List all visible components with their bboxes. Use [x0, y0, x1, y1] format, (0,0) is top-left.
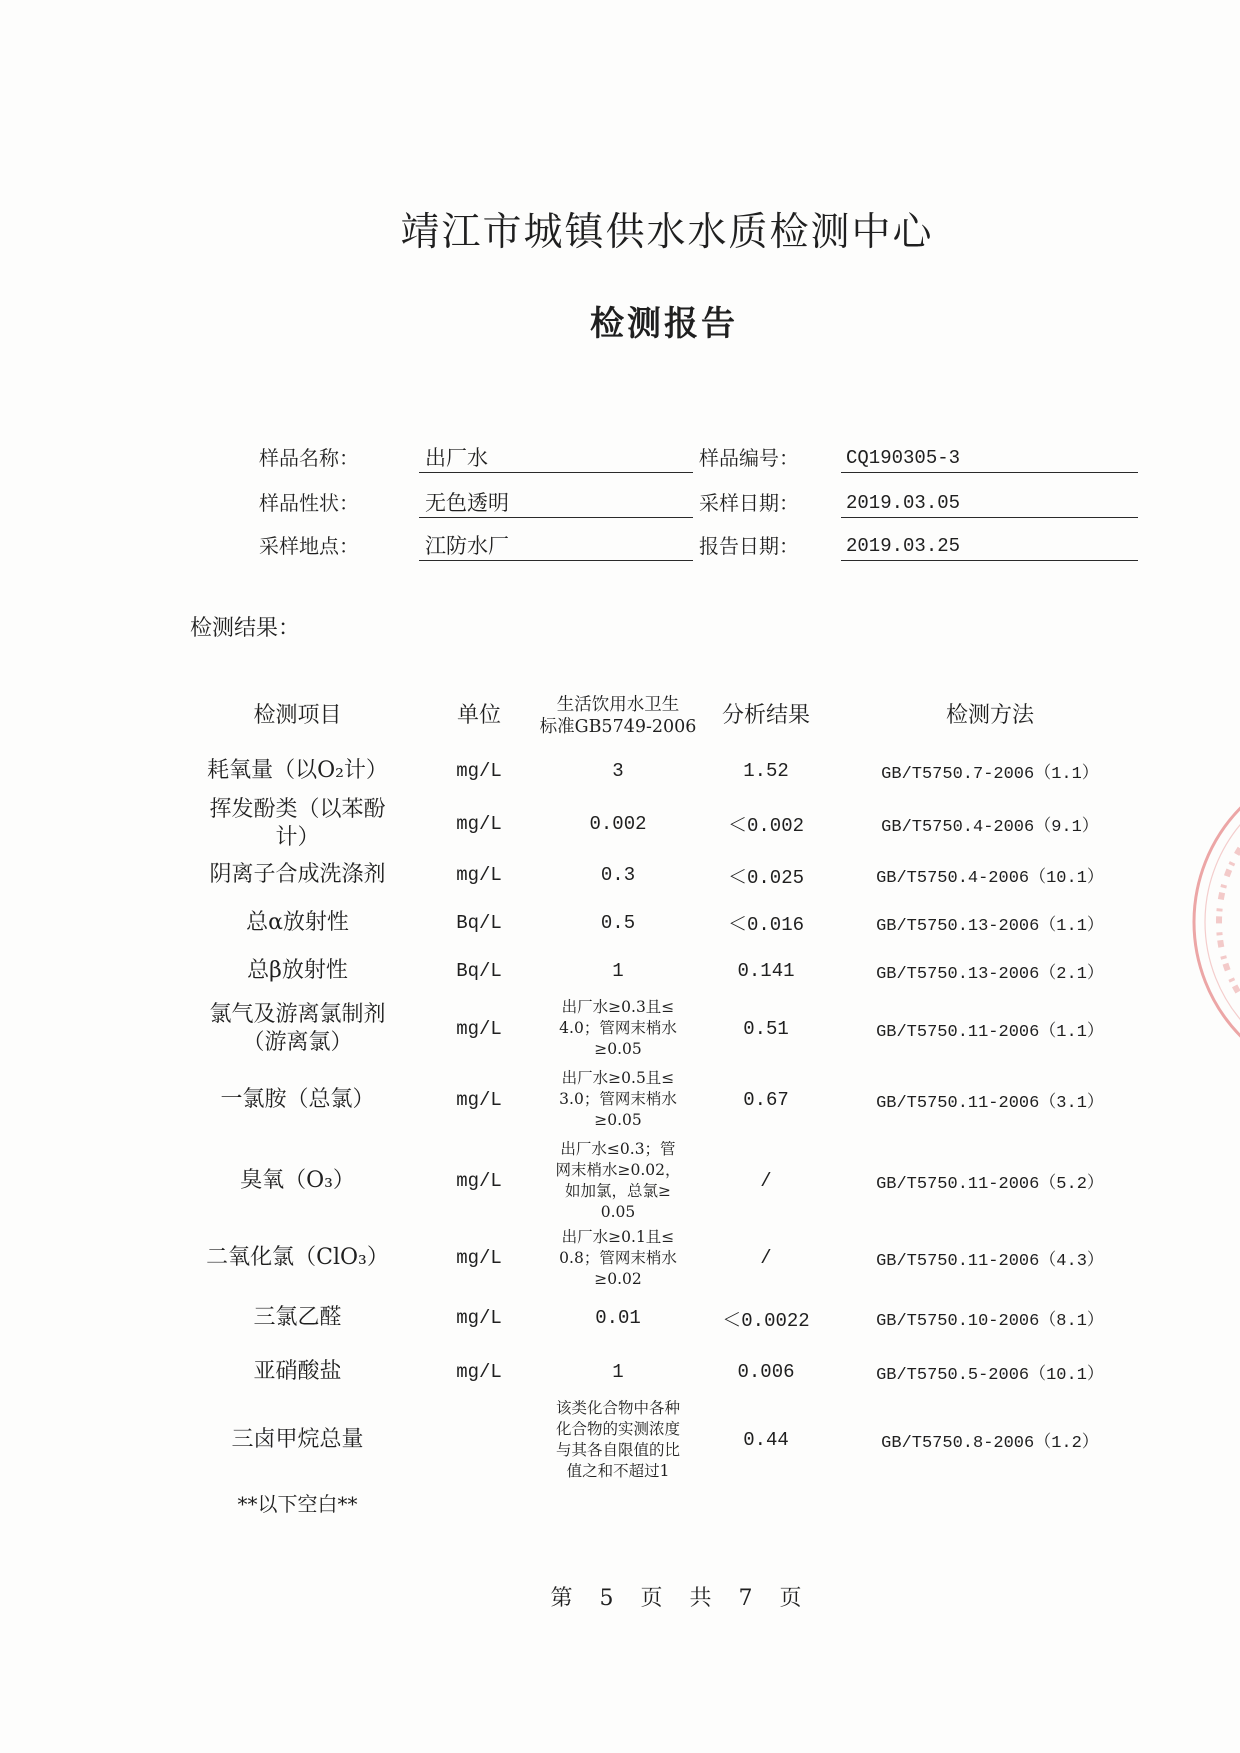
column-header-unit: [410, 688, 548, 744]
item-name-text: 计）: [275, 824, 320, 850]
standard-limit-text: 0.002: [589, 812, 647, 835]
item-name-text: （游离氯）: [242, 1029, 353, 1055]
report-date-label: 报告日期：: [699, 534, 799, 558]
standard-limit-text: 1: [612, 959, 624, 982]
test-method-cell: [844, 1224, 1136, 1292]
standard-limit-cell: [548, 1224, 688, 1292]
unit-cell: [410, 1224, 548, 1292]
result-row: [185, 797, 1136, 850]
unit-cell: [410, 996, 548, 1061]
standard-limit-cell: [548, 996, 688, 1061]
result-value-text: 0.141: [737, 959, 795, 982]
sampling-date-label: 采样日期：: [699, 491, 799, 515]
unit-text: Bq/L: [456, 911, 502, 934]
item-name-text: 氯气及游离氯制剂: [209, 1001, 386, 1027]
column-header-item: [185, 688, 410, 744]
standard-limit-text: 0.05: [600, 1203, 636, 1221]
standard-limit-cell: [548, 945, 688, 996]
seal-stamp-icon: [1180, 790, 1240, 1060]
unit-text: Bq/L: [456, 959, 502, 982]
unit-cell: [410, 744, 548, 797]
standard-limit-cell: [548, 1344, 688, 1399]
result-row: [185, 1344, 1136, 1399]
result-row: [185, 900, 1136, 945]
test-method-cell: [844, 1399, 1136, 1481]
test-method-text: GB/T5750.7-2006（1.1）: [881, 764, 1099, 784]
item-name-text: 总α放射性: [246, 909, 349, 935]
unit-cell: [410, 900, 548, 945]
test-method-cell: [844, 900, 1136, 945]
unit-cell: [410, 1138, 548, 1224]
result-value-text: 0.44: [743, 1429, 789, 1451]
test-method-text: GB/T5750.11-2006（5.2）: [876, 1175, 1104, 1194]
sample-name-label: 样品名称：: [259, 446, 359, 470]
unit-cell: [410, 945, 548, 996]
result-row: [185, 850, 1136, 900]
result-value-cell: [688, 850, 844, 900]
item-name-text: 二氧化氯（ClO₃）: [206, 1245, 389, 1270]
standard-limit-text: 3.0；管网末梢水: [559, 1090, 677, 1108]
result-value-cell: [688, 1292, 844, 1344]
test-method-text: GB/T5750.4-2006（10.1）: [876, 869, 1104, 888]
item-name-text: 亚硝酸盐: [253, 1358, 342, 1384]
test-method-text: GB/T5750.4-2006（9.1）: [881, 817, 1099, 837]
standard-limit-text: 1: [612, 1360, 624, 1383]
test-method-text: GB/T5750.11-2006（4.3）: [876, 1252, 1104, 1271]
test-method-cell: [844, 1292, 1136, 1344]
result-value-cell: [688, 744, 844, 797]
report-date-value: 2019.03.25: [841, 531, 1138, 561]
test-method-cell: [844, 797, 1136, 850]
standard-limit-cell: [548, 900, 688, 945]
item-name-text: 一氯胺（总氯）: [220, 1086, 375, 1112]
column-header-standard-line: 标准GB5749-2006: [539, 717, 697, 737]
column-header-item-label: 检测项目: [253, 703, 342, 728]
sample-name-value: 出厂水: [419, 443, 693, 473]
column-header-method-label: 检测方法: [945, 703, 1034, 728]
unit-text: mg/L: [456, 759, 502, 782]
organization-name: 靖江市城镇供水水质检测中心: [400, 210, 934, 255]
info-row-site: [0, 531, 1240, 561]
test-method-cell: [844, 996, 1136, 1061]
item-name-text: 挥发酚类（以苯酚: [209, 796, 386, 822]
info-row-sample-name: [0, 443, 1240, 473]
column-header-standard-line: 生活饮用水卫生: [556, 695, 680, 715]
standard-limit-text: 0.8；管网末梢水: [559, 1248, 677, 1267]
item-name-text: 三卤甲烷总量: [231, 1427, 364, 1452]
unit-text: mg/L: [456, 864, 502, 886]
unit-text: mg/L: [456, 1360, 502, 1383]
standard-limit-text: 0.5: [600, 911, 636, 934]
standard-limit-cell: [548, 1138, 688, 1224]
sample-code-label: 样品编号：: [699, 446, 799, 470]
standard-limit-text: 与其各自限值的比: [555, 1441, 680, 1459]
standard-limit-text: 网末梢水≥0.02，: [555, 1161, 681, 1179]
sample-code-value: CQ190305-3: [841, 443, 1138, 473]
item-name-text: 耗氧量（以O₂计）: [207, 757, 388, 783]
result-row: [185, 1399, 1136, 1481]
result-value-text: 0.67: [743, 1088, 789, 1111]
results-section-label: 检测结果：: [190, 616, 301, 641]
unit-text: mg/L: [456, 1017, 502, 1040]
item-name-cell: [185, 744, 410, 797]
result-row: [185, 744, 1136, 797]
result-value-text: ＜0.025: [727, 866, 804, 889]
result-value-text: 1.52: [743, 759, 789, 782]
standard-limit-text: 出厂水≥0.5且≤: [561, 1069, 675, 1087]
results-table-body: [185, 744, 1136, 1484]
item-name-cell: [185, 1061, 410, 1138]
column-header-result: [688, 688, 844, 744]
standard-limit-text: 该类化合物中各种: [555, 1399, 680, 1417]
result-row: [185, 1061, 1136, 1138]
item-name-cell: [185, 850, 410, 900]
page-number: 第 5 页 共 7 页: [550, 1586, 802, 1611]
sampling-date-value: 2019.03.05: [841, 488, 1138, 518]
standard-limit-text: ≥0.02: [594, 1269, 642, 1288]
test-method-cell: [844, 945, 1136, 996]
unit-text: mg/L: [456, 812, 502, 835]
item-name-cell: [185, 900, 410, 945]
test-method-text: GB/T5750.8-2006（1.2）: [881, 1434, 1099, 1453]
test-method-text: GB/T5750.10-2006（8.1）: [876, 1312, 1104, 1331]
item-name-cell: [185, 1138, 410, 1224]
unit-cell: [410, 1292, 548, 1344]
standard-limit-cell: [548, 850, 688, 900]
test-method-cell: [844, 850, 1136, 900]
sampling-site-label: 采样地点：: [259, 534, 359, 558]
column-header-unit-label: 单位: [456, 703, 501, 728]
standard-limit-text: 0.01: [595, 1307, 641, 1329]
sample-appearance-value: 无色透明: [419, 488, 693, 518]
item-name-cell: [185, 945, 410, 996]
standard-limit-text: 出厂水≥0.1且≤: [561, 1227, 675, 1246]
standard-limit-cell: [548, 797, 688, 850]
result-row: [185, 1292, 1136, 1344]
sample-appearance-label: 样品性状：: [259, 491, 359, 515]
result-row: [185, 996, 1136, 1061]
item-name-cell: [185, 797, 410, 850]
result-value-cell: [688, 1061, 844, 1138]
result-value-cell: [688, 1138, 844, 1224]
test-method-cell: [844, 744, 1136, 797]
unit-cell: [410, 797, 548, 850]
test-method-cell: [844, 1344, 1136, 1399]
item-name-cell: [185, 1344, 410, 1399]
sampling-site-value: 江防水厂: [419, 531, 693, 561]
result-value-cell: [688, 797, 844, 850]
unit-text: mg/L: [456, 1088, 502, 1111]
result-value-cell: [688, 900, 844, 945]
item-name-cell: [185, 1224, 410, 1292]
test-method-text: GB/T5750.11-2006（3.1）: [876, 1093, 1104, 1113]
result-value-text: ＜0.002: [727, 815, 804, 837]
result-value-cell: [688, 996, 844, 1061]
standard-limit-cell: [548, 1061, 688, 1138]
standard-limit-text: ≥0.05: [594, 1111, 642, 1129]
column-header-standard: [539, 688, 697, 744]
result-value-text: ＜0.0022: [722, 1309, 810, 1332]
result-value-text: /: [760, 1170, 772, 1192]
standard-limit-cell: [548, 1292, 688, 1344]
result-row: [185, 945, 1136, 996]
report-title: 检测报告: [590, 304, 738, 344]
result-value-text: /: [760, 1247, 772, 1269]
standard-limit-text: 值之和不超过1: [566, 1462, 670, 1480]
item-name-cell: [185, 1399, 410, 1481]
result-row: [185, 1224, 1136, 1292]
info-row-appearance: [0, 488, 1240, 518]
item-name-text: 阴离子合成洗涤剂: [209, 862, 386, 887]
column-header-result-label: 分析结果: [721, 703, 810, 728]
end-of-table-note: **以下空白**: [237, 1492, 358, 1516]
test-method-text: GB/T5750.11-2006（1.1）: [876, 1022, 1104, 1042]
standard-limit-text: 如加氯，总氯≥: [565, 1182, 671, 1200]
item-name-text: 总β放射性: [247, 957, 348, 983]
standard-limit-text: 出厂水≥0.3且≤: [561, 998, 675, 1016]
unit-cell: [410, 1061, 548, 1138]
test-method-text: GB/T5750.13-2006（2.1）: [876, 964, 1104, 984]
standard-limit-cell: [548, 744, 688, 797]
unit-cell: [410, 850, 548, 900]
item-name-text: 臭氧（O₃）: [240, 1168, 355, 1193]
test-method-cell: [844, 1061, 1136, 1138]
standard-limit-text: 4.0；管网末梢水: [559, 1019, 677, 1037]
unit-text: mg/L: [456, 1307, 502, 1329]
standard-limit-text: 化合物的实测浓度: [555, 1420, 680, 1438]
standard-limit-text: 3: [612, 759, 624, 782]
result-value-cell: [688, 1399, 844, 1481]
item-name-text: 三氯乙醛: [253, 1305, 342, 1330]
result-value-cell: [688, 1344, 844, 1399]
result-value-text: 0.006: [737, 1360, 795, 1383]
standard-limit-text: 出厂水≤0.3；管: [560, 1140, 676, 1158]
standard-limit-text: ≥0.05: [594, 1040, 642, 1058]
column-header-method: [844, 688, 1136, 744]
standard-limit-cell: [548, 1399, 688, 1481]
item-name-cell: [185, 996, 410, 1061]
results-table-header: [185, 688, 1136, 744]
test-method-text: GB/T5750.5-2006（10.1）: [876, 1365, 1104, 1385]
result-value-text: ＜0.016: [727, 914, 804, 936]
result-value-cell: [688, 945, 844, 996]
unit-text: mg/L: [456, 1247, 502, 1269]
item-name-cell: [185, 1292, 410, 1344]
result-row: [185, 1138, 1136, 1224]
test-method-text: GB/T5750.13-2006（1.1）: [876, 916, 1104, 936]
test-method-cell: [844, 1138, 1136, 1224]
unit-text: mg/L: [456, 1170, 502, 1192]
result-value-text: 0.51: [743, 1017, 789, 1040]
unit-cell: [410, 1344, 548, 1399]
result-value-cell: [688, 1224, 844, 1292]
standard-limit-text: 0.3: [600, 864, 636, 886]
